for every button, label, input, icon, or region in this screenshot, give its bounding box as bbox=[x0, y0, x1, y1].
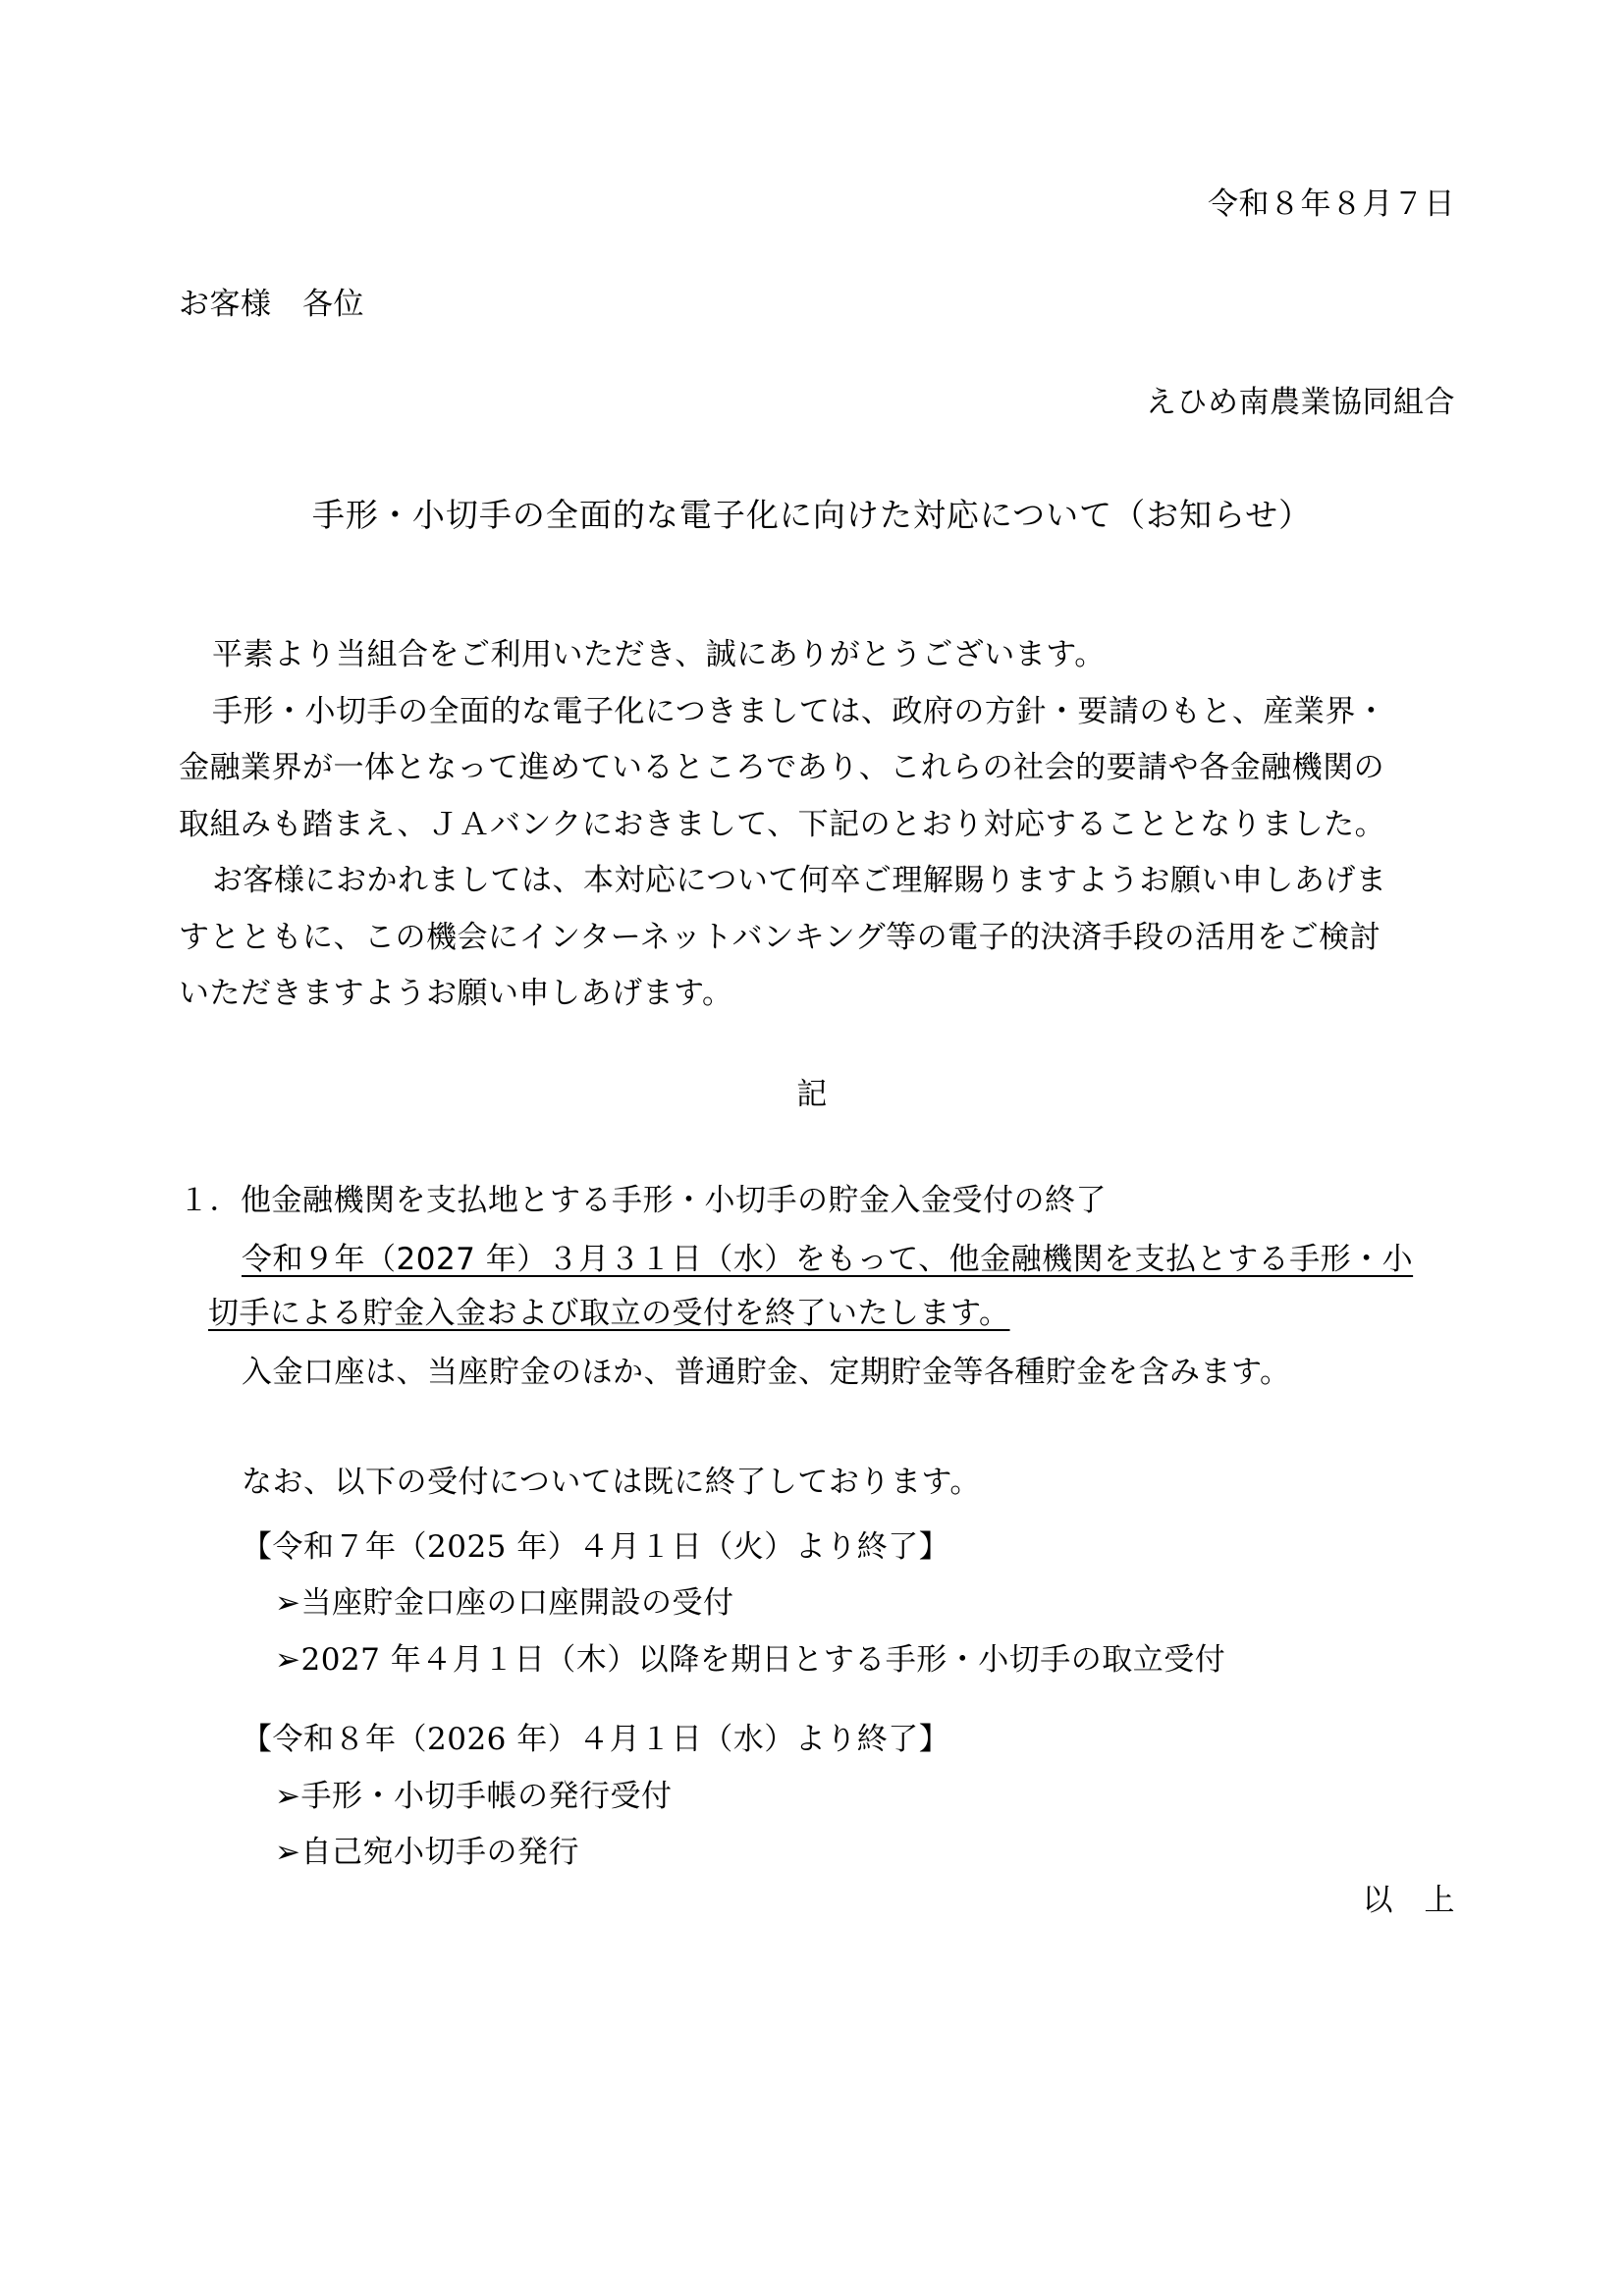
section-1-heading: １．他金融機関を支払地とする手形・小切手の貯金入金受付の終了 bbox=[179, 1183, 1107, 1218]
body-line-5: お客様におかれましては、本対応について何卒ご理解賜りますようお願い申しあげま bbox=[212, 863, 1387, 898]
document-date: 令和８年８月７日 bbox=[1208, 187, 1455, 222]
group-1-item-2: ➢2027 年４月１日（木）以降を期日とする手形・小切手の取立受付 bbox=[275, 1642, 1226, 1678]
body-line-4: 取組みも踏まえ、ＪＡバンクにおきまして、下記のとおり対応することとなりました。 bbox=[179, 807, 1386, 842]
ki-marker: 記 bbox=[796, 1077, 828, 1112]
body-line-6: すとともに、この機会にインターネットバンキング等の電子的決済手段の活用をご検討 bbox=[179, 920, 1381, 955]
sender-name: えひめ南農業協同組合 bbox=[1146, 385, 1455, 420]
section-1-note: 入金口座は、当座貯金のほか、普通貯金、定期貯金等各種貯金を含みます。 bbox=[242, 1355, 1291, 1390]
body-line-3: 金融業界が一体となって進めているところであり、これらの社会的要請や各金融機関の bbox=[179, 750, 1385, 785]
group-2-header: 【令和８年（2026 年）４月１日（水）より終了】 bbox=[242, 1722, 950, 1757]
page-title: 手形・小切手の全面的な電子化に向けた対応について（お知らせ） bbox=[311, 496, 1313, 534]
section-1-emphasis-line-1: 令和９年（2027 年）３月３１日（水）をもって、他金融機関を支払とする手形・小 bbox=[242, 1242, 1414, 1277]
group-2-item-2: ➢自己宛小切手の発行 bbox=[275, 1835, 579, 1870]
addressee: お客様 各位 bbox=[179, 287, 364, 322]
body-line-2: 手形・小切手の全面的な電子化につきましては、政府の方針・要請のもと、産業界・ bbox=[212, 694, 1387, 729]
group-2-item-1: ➢手形・小切手帳の発行受付 bbox=[275, 1779, 673, 1814]
group-1-item-1: ➢当座貯金口座の口座開設の受付 bbox=[275, 1585, 734, 1621]
section-1-emphasis-line-2: 切手による貯金入金および取立の受付を終了いたします。 bbox=[208, 1296, 1010, 1331]
already-ended-note: なお、以下の受付については既に終了しております。 bbox=[242, 1465, 981, 1500]
body-line-1: 平素より当組合をご利用いただき、誠にありがとうございます。 bbox=[212, 637, 1106, 672]
group-1-header: 【令和７年（2025 年）４月１日（火）より終了】 bbox=[242, 1529, 950, 1565]
body-line-7: いただきますようお願い申しあげます。 bbox=[179, 976, 733, 1011]
closing-mark: 以 上 bbox=[1362, 1883, 1455, 1918]
